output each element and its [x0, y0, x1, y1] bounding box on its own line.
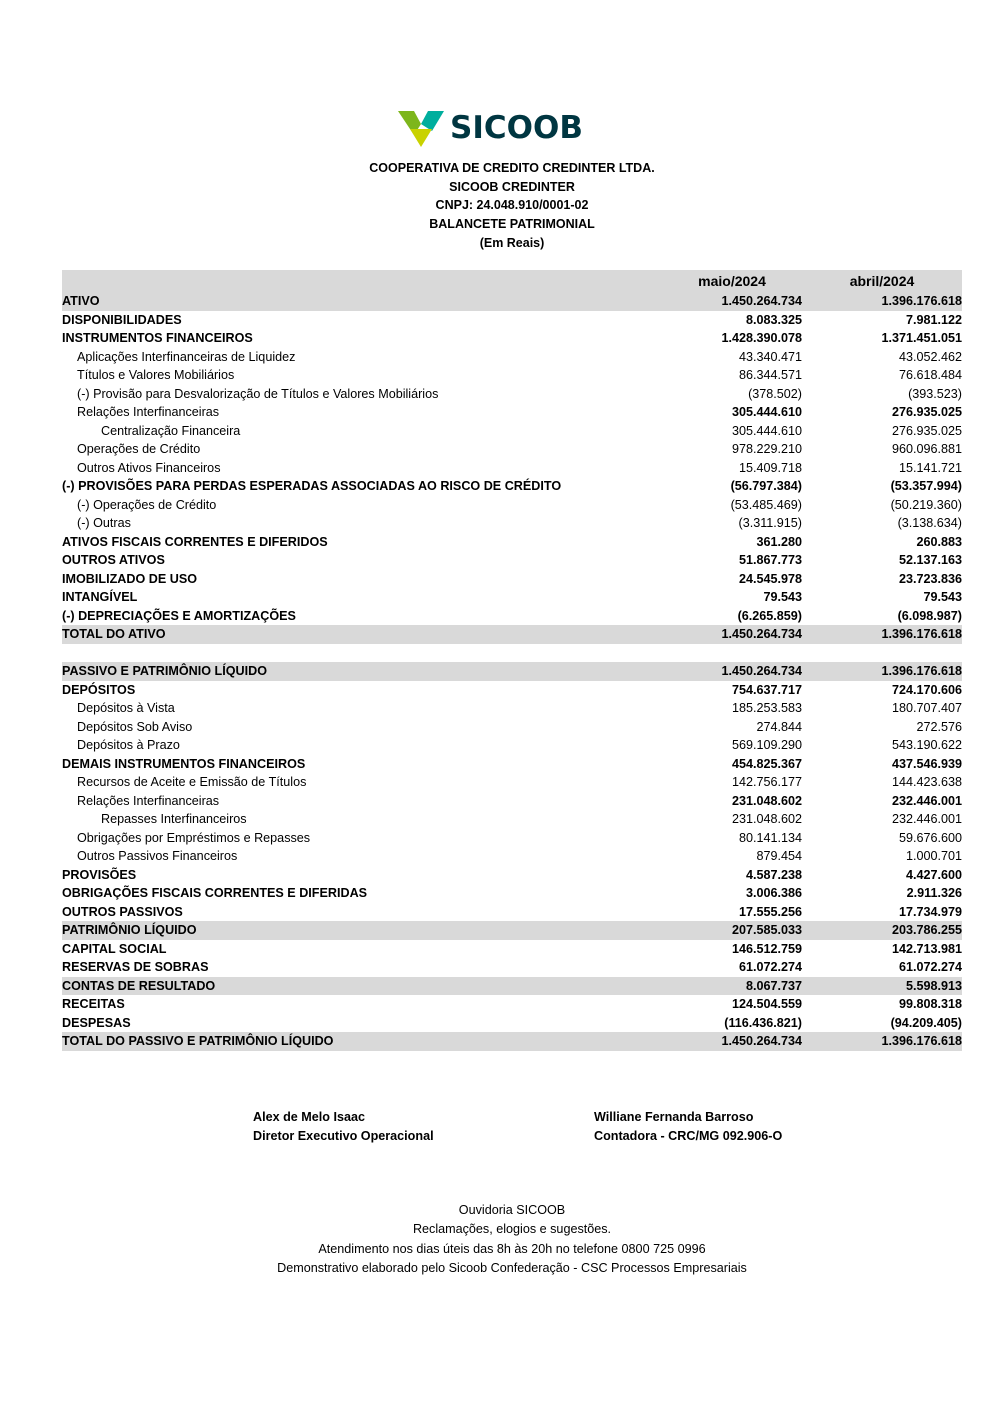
- table-row: [62, 366, 962, 385]
- row-label: Depósitos à Prazo: [77, 738, 180, 752]
- table-row: [62, 533, 962, 552]
- value-april: 276.935.025: [891, 423, 962, 438]
- column-header-may: maio/2024: [662, 270, 802, 292]
- value-april: 79.543: [923, 590, 962, 604]
- table-row: [62, 940, 962, 959]
- table-row: [62, 718, 962, 737]
- row-label: (-) Operações de Crédito: [77, 497, 217, 512]
- value-may: 124.504.559: [731, 997, 802, 1011]
- value-april: 437.546.939: [891, 756, 962, 771]
- row-label: [62, 644, 662, 663]
- row-label: DEPÓSITOS: [62, 682, 136, 697]
- table-row: [62, 847, 962, 866]
- table-row: [62, 699, 962, 718]
- value-may: 86.344.571: [738, 368, 802, 382]
- row-label: (-) Outras: [77, 516, 131, 530]
- table-row: [62, 681, 962, 700]
- value-april: 272.576: [916, 719, 962, 734]
- value-april: 99.808.318: [898, 997, 962, 1011]
- value-april: 17.734.979: [898, 904, 962, 919]
- value-april: 960.096.881: [891, 442, 962, 456]
- row-label: ATIVOS FISCAIS CORRENTES E DIFERIDOS: [62, 534, 328, 549]
- row-label: Repasses Interfinanceiros: [101, 812, 247, 826]
- table-row: [62, 514, 962, 533]
- value-april: 61.072.274: [898, 960, 962, 974]
- value-may: 8.067.737: [662, 977, 802, 996]
- value-may: 8.083.325: [745, 312, 802, 327]
- table-row: [62, 422, 962, 441]
- value-april: 1.000.701: [905, 849, 962, 863]
- value-may: 1.428.390.078: [721, 331, 802, 345]
- table-row: [62, 459, 962, 478]
- value-april: 144.423.638: [891, 775, 962, 789]
- table-row: [62, 792, 962, 811]
- sicoob-logo-icon: [398, 109, 444, 147]
- table-row: [62, 773, 962, 792]
- document-header: [0, 159, 1000, 253]
- row-label: Depósitos à Vista: [77, 701, 175, 715]
- value-april: 232.446.001: [891, 812, 962, 826]
- table-row: [62, 662, 962, 681]
- value-april: 260.883: [916, 534, 962, 549]
- value-may: 61.072.274: [738, 960, 802, 974]
- value-may: 3.006.386: [745, 886, 802, 900]
- value-april: 7.981.122: [905, 312, 962, 327]
- row-label: ATIVO: [62, 292, 662, 311]
- value-may: 569.109.290: [731, 738, 802, 752]
- table-row: [62, 866, 962, 885]
- table-row: [62, 385, 962, 404]
- row-label: CAPITAL SOCIAL: [62, 941, 167, 956]
- sicoob-logo: [398, 108, 583, 148]
- signatory-role: Diretor Executivo Operacional: [253, 1129, 434, 1143]
- row-label: Outros Passivos Financeiros: [77, 849, 238, 863]
- row-label: Relações Interfinanceiras: [77, 793, 220, 808]
- row-label: Aplicações Interfinanceiras de Liquidez: [77, 349, 296, 364]
- table-row: [62, 736, 962, 755]
- value-may: 17.555.256: [738, 904, 802, 919]
- ombudsman-title: Ouvidoria SICOOB: [458, 1203, 566, 1217]
- value-may: 185.253.583: [731, 701, 802, 715]
- row-label: OBRIGAÇÕES FISCAIS CORRENTES E DIFERIDAS: [62, 886, 368, 900]
- brand-name: SICOOB CREDINTER: [449, 179, 575, 194]
- value-april: 1.396.176.618: [802, 625, 962, 644]
- value-april: 180.707.407: [891, 701, 962, 715]
- row-label: (-) Provisão para Desvalorização de Títulos e Valores Mobiliários: [77, 386, 439, 401]
- value-april: 543.190.622: [891, 738, 962, 752]
- value-may: 1.450.264.734: [662, 1032, 802, 1051]
- table-row: [62, 403, 962, 422]
- balance-sheet-table: [62, 270, 962, 1051]
- value-may: 4.587.238: [745, 867, 802, 882]
- value-may: 1.450.264.734: [662, 292, 802, 311]
- table-row: [62, 329, 962, 348]
- row-label: TOTAL DO PASSIVO E PATRIMÔNIO LÍQUIDO: [62, 1032, 662, 1051]
- value-april: 142.713.981: [891, 941, 962, 956]
- row-label: INTANGÍVEL: [62, 590, 138, 604]
- currency-note: (Em Reais): [479, 235, 545, 250]
- table-row: [62, 755, 962, 774]
- value-may: 146.512.759: [731, 941, 802, 956]
- row-label: TOTAL DO ATIVO: [62, 625, 662, 644]
- cnpj: CNPJ: 24.048.910/0001-02: [435, 198, 589, 213]
- value-may: [662, 644, 802, 663]
- row-label: PASSIVO E PATRIMÔNIO LÍQUIDO: [62, 662, 662, 681]
- value-april: (53.357.994): [890, 479, 962, 493]
- table-row: [62, 496, 962, 515]
- table-row: [62, 921, 962, 940]
- table-row: [62, 570, 962, 589]
- row-label: (-) DEPRECIAÇÕES E AMORTIZAÇÕES: [62, 608, 296, 623]
- value-may: (378.502): [748, 386, 802, 401]
- column-header-april: abril/2024: [802, 270, 962, 292]
- value-may: 1.450.264.734: [662, 662, 802, 681]
- row-label: Operações de Crédito: [77, 442, 201, 456]
- table-row: [62, 1032, 962, 1051]
- ombudsman-hours: Atendimento nos dias úteis das 8h às 20h no telefone 0800 725 0996: [318, 1241, 706, 1256]
- value-may: (116.436.821): [724, 1015, 802, 1030]
- row-label: Outros Ativos Financeiros: [77, 460, 221, 475]
- logo-text: SICOOB: [450, 110, 583, 146]
- ombudsman-subtitle: Reclamações, elogios e sugestões.: [412, 1222, 612, 1237]
- value-april: 276.935.025: [891, 405, 962, 419]
- row-label: DEMAIS INSTRUMENTOS FINANCEIROS: [62, 756, 306, 771]
- row-label: PROVISÕES: [62, 867, 137, 882]
- value-april: 4.427.600: [905, 867, 962, 882]
- value-april: 1.371.451.051: [881, 331, 962, 345]
- table-row: [62, 829, 962, 848]
- value-may: 24.545.978: [738, 571, 802, 586]
- signature-director: [253, 1108, 434, 1146]
- value-april: (3.138.634): [897, 516, 962, 530]
- row-label: PATRIMÔNIO LÍQUIDO: [62, 921, 662, 940]
- row-label: DESPESAS: [62, 1015, 131, 1030]
- value-may: 51.867.773: [738, 553, 802, 567]
- table-row: [62, 440, 962, 459]
- row-label: OUTROS ATIVOS: [62, 553, 165, 567]
- value-april: 76.618.484: [898, 368, 962, 382]
- company-name: COOPERATIVA DE CREDITO CREDINTER LTDA.: [369, 161, 655, 175]
- row-label: Centralização Financeira: [101, 423, 241, 438]
- value-may: 43.340.471: [738, 349, 802, 364]
- row-label: Recursos de Aceite e Emissão de Títulos: [77, 775, 307, 789]
- prepared-by: Demonstrativo elaborado pelo Sicoob Confederação - CSC Processos Empresariais: [277, 1260, 747, 1275]
- value-may: 80.141.134: [738, 830, 802, 845]
- table-row: [62, 311, 962, 330]
- value-may: 305.444.610: [731, 405, 802, 419]
- value-may: 231.048.602: [731, 793, 802, 808]
- row-label: CONTAS DE RESULTADO: [62, 977, 662, 996]
- column-header-label: [62, 270, 662, 292]
- table-row: [62, 884, 962, 903]
- value-may: 754.637.717: [731, 682, 802, 697]
- table-row: [62, 292, 962, 311]
- row-label: Relações Interfinanceiras: [77, 405, 220, 419]
- value-april: 2.911.326: [906, 886, 962, 900]
- value-may: 361.280: [756, 534, 802, 549]
- signatory-role: Contadora - CRC/MG 092.906-O: [594, 1129, 783, 1143]
- value-may: (3.311.915): [738, 516, 802, 530]
- table-row: [62, 977, 962, 996]
- document-title: BALANCETE PATRIMONIAL: [429, 217, 595, 232]
- value-april: 1.396.176.618: [802, 1032, 962, 1051]
- row-label: RESERVAS DE SOBRAS: [62, 960, 209, 974]
- value-may: 231.048.602: [731, 812, 802, 826]
- value-may: (53.485.469): [730, 497, 802, 512]
- value-may: 15.409.718: [738, 460, 802, 475]
- value-april: 1.396.176.618: [802, 292, 962, 311]
- value-may: (56.797.384): [730, 479, 802, 493]
- value-april: 23.723.836: [898, 571, 962, 586]
- footer: [0, 1201, 1000, 1278]
- column-header-row: [62, 270, 962, 292]
- value-april: 43.052.462: [898, 349, 962, 364]
- value-april: (393.523): [908, 386, 962, 401]
- table-row: [62, 625, 962, 644]
- value-april: 203.786.255: [802, 921, 962, 940]
- row-label: Obrigações por Empréstimos e Repasses: [77, 830, 311, 845]
- row-label: Títulos e Valores Mobiliários: [77, 368, 235, 382]
- table-row: [62, 477, 962, 496]
- value-may: 454.825.367: [731, 756, 802, 771]
- row-label: INSTRUMENTOS FINANCEIROS: [62, 331, 253, 345]
- row-label: (-) PROVISÕES PARA PERDAS ESPERADAS ASSOCIADAS AO RISCO DE CRÉDITO: [62, 479, 562, 493]
- value-may: 79.543: [763, 590, 802, 604]
- value-may: (6.265.859): [737, 608, 802, 623]
- value-april: 232.446.001: [891, 793, 962, 808]
- row-label: Depósitos Sob Aviso: [77, 719, 193, 734]
- value-may: 978.229.210: [731, 442, 802, 456]
- signatory-name: Alex de Melo Isaac: [253, 1110, 365, 1124]
- value-may: 207.585.033: [662, 921, 802, 940]
- value-april: (6.098.987): [897, 608, 962, 623]
- signatory-name: Williane Fernanda Barroso: [594, 1110, 754, 1124]
- table-row: [62, 995, 962, 1014]
- value-april: [802, 644, 962, 663]
- table-row: [62, 810, 962, 829]
- value-may: 879.454: [756, 849, 802, 863]
- row-label: OUTROS PASSIVOS: [62, 904, 183, 919]
- table-row: [62, 588, 962, 607]
- row-label: IMOBILIZADO DE USO: [62, 571, 198, 586]
- value-april: (94.209.405): [890, 1015, 962, 1030]
- value-april: 59.676.600: [898, 830, 962, 845]
- value-may: 1.450.264.734: [662, 625, 802, 644]
- table-row: [62, 348, 962, 367]
- table-row: [62, 1014, 962, 1033]
- spacer-row: [62, 644, 962, 663]
- value-april: 5.598.913: [802, 977, 962, 996]
- table-row: [62, 903, 962, 922]
- value-may: 305.444.610: [731, 423, 802, 438]
- table-row: [62, 958, 962, 977]
- table-row: [62, 551, 962, 570]
- value-april: 724.170.606: [891, 682, 962, 697]
- value-may: 274.844: [756, 719, 802, 734]
- value-april: 52.137.163: [898, 553, 962, 567]
- signature-accountant: [594, 1108, 782, 1146]
- value-april: 1.396.176.618: [802, 662, 962, 681]
- table-row: [62, 607, 962, 626]
- value-april: (50.219.360): [890, 497, 962, 512]
- value-april: 15.141.721: [898, 460, 962, 475]
- value-may: 142.756.177: [731, 775, 802, 789]
- row-label: RECEITAS: [62, 997, 125, 1011]
- row-label: DISPONIBILIDADES: [62, 312, 182, 327]
